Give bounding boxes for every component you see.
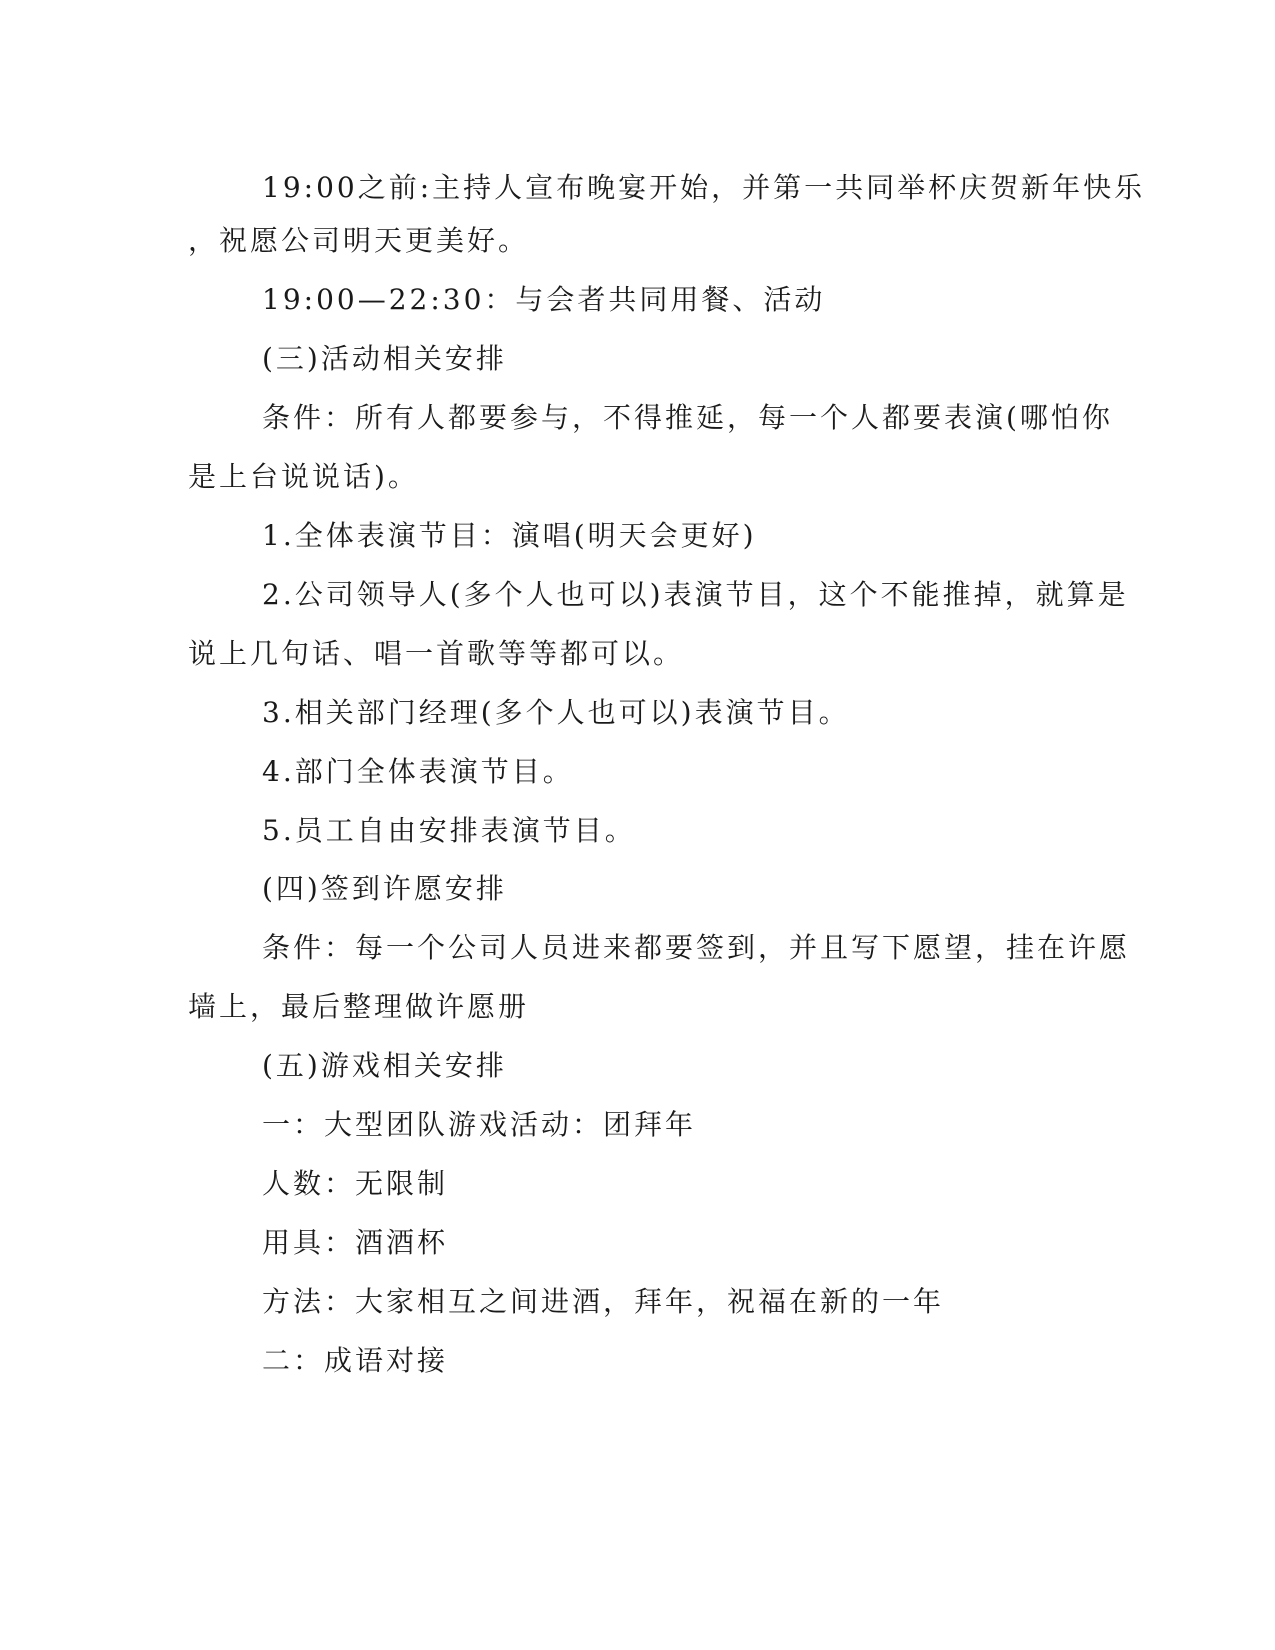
paragraph-line: 19:00—22:30：与会者共同用餐、活动 [262,283,826,316]
paragraph-line: 二：成语对接 [262,1344,449,1377]
paragraph-line: 方法：大家相互之间进酒，拜年，祝福在新的一年 [262,1285,945,1318]
paragraph-line: 条件：所有人都要参与，不得推延，每一个人都要表演(哪怕你 [262,401,1113,434]
paragraph-line: 人数：无限制 [262,1167,449,1200]
paragraph-line: 用具：酒酒杯 [262,1226,449,1259]
list-item: 1.全体表演节目：演唱(明天会更好) [262,519,757,552]
paragraph-line: 一：大型团队游戏活动：团拜年 [262,1108,697,1141]
section-heading: (五)游戏相关安排 [262,1049,507,1082]
list-item: 2.公司领导人(多个人也可以)表演节目，这个不能推掉，就算是 [262,578,1129,611]
paragraph-line: 墙上，最后整理做许愿册 [188,990,530,1023]
paragraph-line: ，祝愿公司明天更美好。 [188,224,530,257]
paragraph-line: 是上台说说话)。 [188,460,419,493]
section-heading: (三)活动相关安排 [262,342,507,375]
paragraph-line: 条件：每一个公司人员进来都要签到，并且写下愿望，挂在许愿 [262,931,1131,964]
section-heading: (四)签到许愿安排 [262,872,507,905]
paragraph-line: 说上几句话、唱一首歌等等都可以。 [188,637,685,670]
paragraph-line: 19:00之前:主持人宣布晚宴开始，并第一共同举杯庆贺新年快乐 [262,171,1146,204]
list-item: 3.相关部门经理(多个人也可以)表演节目。 [262,696,850,729]
list-item: 5.员工自由安排表演节目。 [262,814,636,847]
list-item: 4.部门全体表演节目。 [262,755,574,788]
